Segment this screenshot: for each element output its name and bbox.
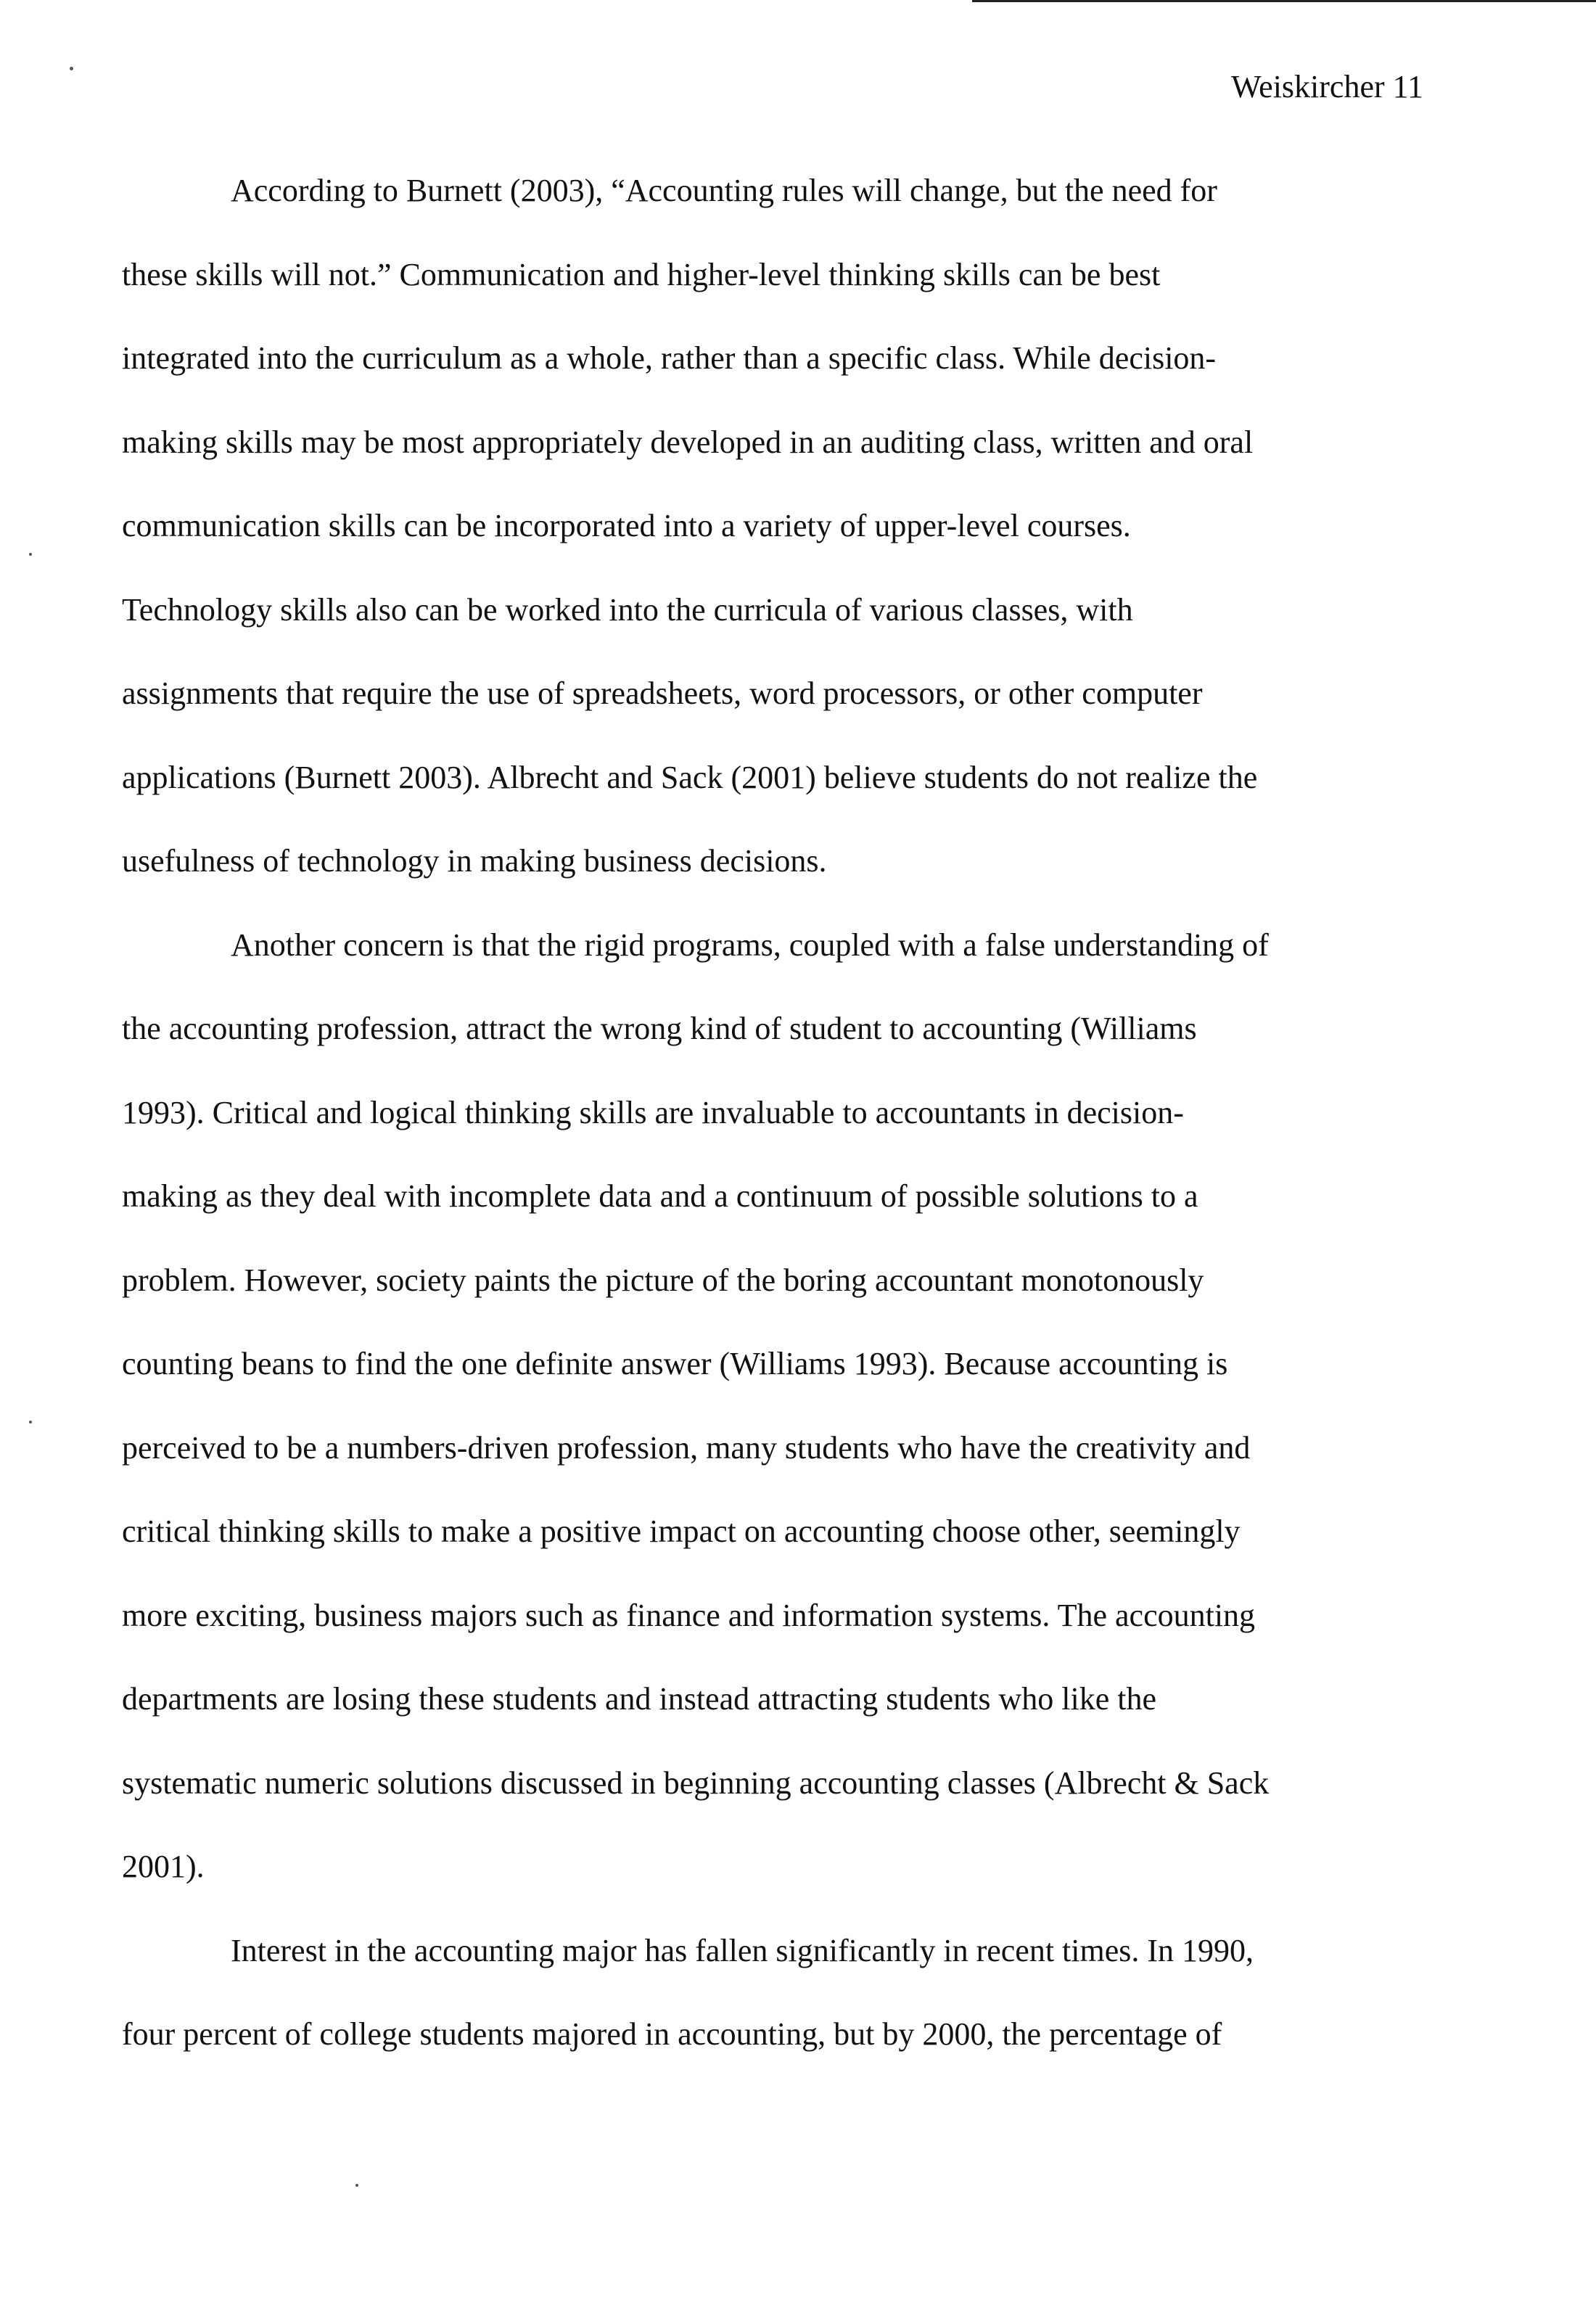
- text-line: assignments that require the use of spreadsheets, word processors, or other computer: [122, 675, 1203, 711]
- text-line: systematic numeric solutions discussed in beginning accounting classes (Albrecht & Sack: [122, 1764, 1270, 1801]
- text-line: applications (Burnett 2003). Albrecht and Sack (2001) believe students do not realize the: [122, 759, 1258, 795]
- text-line: 2001).: [122, 1849, 205, 1884]
- running-head: Weiskircher 11: [1231, 69, 1423, 104]
- text-line: four percent of college students majored in accounting, but by 2000, the percentage of: [122, 2016, 1222, 2052]
- text-line: counting beans to find the one definite answer (Williams 1993). Because accounting is: [122, 1346, 1228, 1381]
- text-line: Interest in the accounting major has fallen significantly in recent times. In 1990,: [231, 1932, 1254, 1968]
- text-line: 1993). Critical and logical thinking skills are invaluable to accountants in decision-: [122, 1094, 1184, 1130]
- scan-edge-line: [972, 0, 1596, 2]
- text-line: communication skills can be incorporated into a variety of upper-level courses.: [122, 508, 1131, 543]
- text-line: problem. However, society paints the picture of the boring accountant monotonously: [122, 1262, 1204, 1298]
- text-line: integrated into the curriculum as a whole, rather than a specific class. While decision-: [122, 340, 1217, 376]
- text-line: Another concern is that the rigid programs, coupled with a false understanding of: [231, 927, 1269, 963]
- scan-speck: [29, 553, 32, 556]
- text-line: making as they deal with incomplete data and a continuum of possible solutions to a: [122, 1178, 1198, 1214]
- text-line: perceived to be a numbers-driven profession, many students who have the creativity and: [122, 1429, 1251, 1466]
- text-line: making skills may be most appropriately developed in an auditing class, written and oral: [122, 424, 1254, 460]
- scan-speck: [70, 67, 73, 70]
- text-line: more exciting, business majors such as finance and information systems. The accounting: [122, 1597, 1256, 1633]
- text-line: Technology skills also can be worked into the curricula of various classes, with: [122, 591, 1133, 628]
- text-line: According to Burnett (2003), “Accounting rules will change, but the need for: [231, 173, 1217, 208]
- text-line: usefulness of technology in making business decisions.: [122, 843, 827, 879]
- scan-speck: [29, 1421, 32, 1423]
- text-line: critical thinking skills to make a positive impact on accounting choose other, seemingly: [122, 1513, 1241, 1549]
- scan-speck: [355, 2184, 358, 2187]
- text-line: these skills will not.” Communication and higher-level thinking skills can be best: [122, 256, 1161, 292]
- text-line: departments are losing these students and instead attracting students who like the: [122, 1681, 1156, 1717]
- text-line: the accounting profession, attract the wrong kind of student to accounting (Williams: [122, 1011, 1197, 1046]
